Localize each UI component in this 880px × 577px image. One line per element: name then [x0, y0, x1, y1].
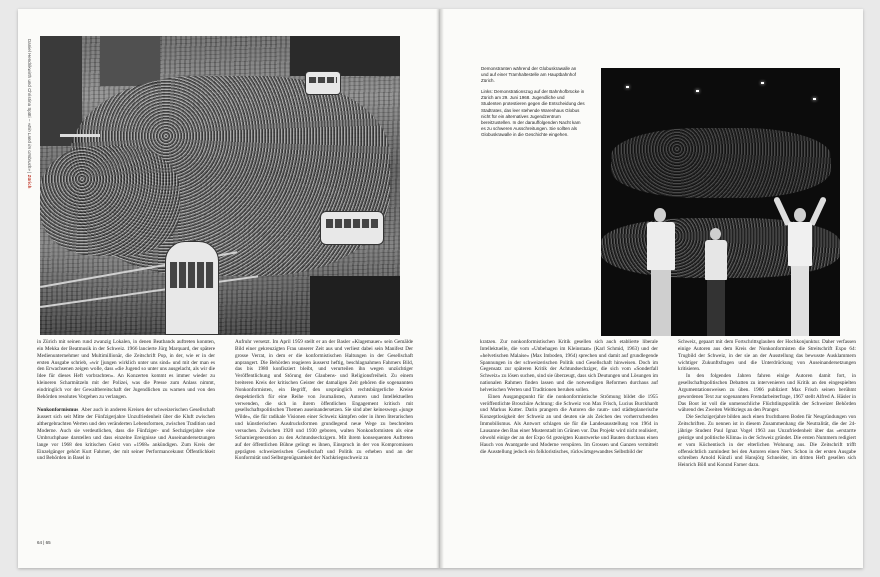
- right-page: [440, 9, 863, 568]
- paragraph: Die Sechzigerjahre bilden auch einen fruchtbaren Boden für Neugründungen von Zeitschriften. Zu nennen ist in diesem Zusammenhang die Neutralität, die der 24-jährige Student Paul Ignaz Vogel 1963 aus Unzufriedenheit über das «erstarrte geistige und politische Klima» in der Schweiz gründet. Die ersten Nummern redigiert er vom Küchentisch in der elterlichen Wohnung aus. Die Zeitschrift trifft offensichtlich zumindest bei den Autoren einen Nerv. Schon in der ersten Ausgabe schreiben Arnold Künzli und Hansjörg Schneider, im dritten Heft gesellen sich Heinrich Böll und Konrad Farner dazu.: [678, 414, 856, 469]
- body-column-1: [37, 339, 215, 462]
- photo-demonstration-bahnhofbruecke: [40, 36, 400, 335]
- paragraph: In den folgenden Jahren fahren einige Autoren damit fort, in gesellschaftspolitischen Debatten zu intervenieren und Kritik an den eingespielten Argumentationsweisen zu üben. 1966 publiziert Max Frisch seinen berühmt gewordenen Text zur sogenannten Fremdarbeiterfrage, 1967 stellt Alfred A. Häsler in Das Boot ist voll die unmenschliche Flüchtlingspolitik der Schweizer Behörden während des Zweiten Weltkriegs an den Pranger.: [678, 373, 856, 414]
- caption-left-photo: Links: Demonstrationszug auf der Bahnhofbrücke in Zürich am 29. Juni 1968. Jugendliche und Studenten protestieren gegen die Entscheidung des Stadtrates, das leer stehende Warenhaus Globus nicht für ein alternatives Jugendzentrum bereitzustellen. In der darauffolgenden Nacht kam es zu schweren Ausschreitungen. Sie sollten als Globuskrawalle in die Geschichte eingehen.: [481, 89, 585, 137]
- body-column-3: [480, 339, 658, 455]
- paragraph: Schweiz, gepaart mit dem Fortschrittsglauben der Hochkonjunktur. Daher verfassen einige Autoren aus dem Kreis der Nonkonformisten die Streitschrift Expo 64: Trugbild der Schweiz, in der sie an der Ausstellung das bewusste Ausklammern wichtiger Zukunftsfragen und die Unterdrückung von Auseinandersetzungen kritisieren.: [678, 339, 856, 373]
- subheading-nonkonformismus: Nonkonformismus: [37, 407, 79, 414]
- paragraph: Aufruhr versetzt. Im April 1959 stellt er an der Basler «Klagemauer» sein Gemälde Bild einer gekreuzigten Frau unserer Zeit aus und verliest dabei sein Manifest Der grosse Verrat, in dem er die konformistischen Haltungen in der Gesellschaft anprangert. Die Behörden reagieren äusserst heftig, beschlagnahmen Fahrners Bild, das bis 1980 konfisziert bleibt, und verurteilen ihn wegen unzüchtiger Veröffentlichung und Störung der Glaubens- und Religionsfreiheit. Zu einem breiteren Kreis der kritischen Geister der damaligen Zeit gehören die sogenannten Nonkonformisten, ein Begriff, den ursprünglich rechtsbürgerliche Kreise despektierlich für eine Reihe von Journalisten, Autoren und Intellektuellen verwenden, die sich in ihrem öffentlichen Engagement kritisch mit gesellschaftspolitischen Themen auseinandersetzen. Sie sind aber keineswegs «junge Wilde», die für radikale Visionen einer Schweiz kämpfen oder in ihren literarischen und künstlerischen Ausdrucksformen grundlegend neue Wege zu beschreiten versuchen. Zwischen 1920 und 1930 geboren, walten Nonkonformisten als eine Scharniergeneration zu den Achtundsechzigern. Mit ihrem konsequenten Auftreten auf der öffentlichen Bühne gelingt es ihnen, Einspruch in der von Kompromissen geprägten schweizerischen Gesellschaft und Politik zu erheben und an der Konformität und Selbstgenügsamkeit der Nachkriegsschweiz zu: [235, 339, 413, 462]
- caption-right-photo: Demonstranten während der Globuskrawalle an und auf einer Tramhaltestelle am Hauptbahnhof Zürich.: [481, 66, 577, 84]
- running-head-title: «Ein Land im Umbruch»: [27, 122, 32, 171]
- left-page: [18, 9, 440, 568]
- photo-globuskrawall-demonstranten: [601, 68, 840, 336]
- paragraph: Nonkonformismus Aber auch in anderen Kreisen der schweizerischen Gesellschaft äussert sich seit Mitte der Fünfzigerjahre Unzufriedenheit über die Kluft zwischen althergebrachten Werten und den veränderten Lebensformen, zwischen Tradition und Moderne. Auch sie verdeutlichen, dass die Fünfziger- und Sechzigerjahre eine Umbruchphase darstellen und dass einzelne Ereignisse und Auseinandersetzungen lange vor 1968 den kritischen Geist von «1968» ankündigen. Zum Kreis der Einzelgänger gehört Kurt Fahrner, der mit seiner Performancekunst Öffentlichkeit und Behörden in Basel in: [37, 407, 216, 462]
- body-column-2: [235, 339, 413, 462]
- paragraph: kratzen. Zur nonkonformistischen Kritik gesellen sich auch etablierte liberale Intellektuelle, die vom «Unbehagen im Kleinstaat» (Karl Schmid, 1963) und der «helvetischen Malaise» (Max Imboden, 1964) sprechen und damit auf grundlegende Spannungen in der schweizerischen Politik und Gesellschaft hinweisen. Doch im Gegensatz zur späteren Kritik der Achtundsechziger, die sich vom «Sonderfall Schweiz» zu lösen suchen, sind sie überzeugt, dass sich Deutungen und Lösungen im nationalen Rahmen finden lassen und die notwendigen Reformen durchaus auf helvetischen Werten und Traditionen beruhen sollen.: [480, 339, 658, 393]
- running-head-authors: Daniel Hendrikwirth und Christina Späti: [27, 39, 32, 118]
- running-head: Daniel Hendrikwirth und Christina Späti – «Ein Land im Umbruch» | Zürich: [27, 39, 32, 189]
- body-column-4: [678, 339, 856, 469]
- page-numbers: 64 | 65: [37, 540, 51, 545]
- paragraph: in Zürich mit seinen rund zwanzig Lokalen, in denen Beatbands auftreten konnten, ein Mekka der Beatmusik in der Schweiz. 1966 lancierte Jürg Marquard, der spätere Medienunternehmer und Multimillionär, die Zeitschrift Pop, in der, wie er in der ersten Ausgabe schrieb, «wir [jungen wirklich unter uns sind» und mit der man es den Erwachsenen zeigen wolle, dass «die Jugend so unter uns ausgelacht, als wir die Idee für dieses Heft vorbrachten». An Konzerten kommt es immer wieder zu kleineren Scharmützeln mit der Polizei, was die Presse zum Anlass nimmt, eindringlich vor der Gewaltbereitschaft der Jugendlichen zu warnen und von den Behörden resolutes Vorgehen zu verlangen.: [37, 339, 215, 400]
- running-head-section: Zürich: [27, 174, 32, 189]
- book-gutter: [436, 9, 444, 568]
- photo-caption: [481, 66, 585, 143]
- paragraph: Einen Ausgangspunkt für die nonkonformistische Strömung bildet die 1955 veröffentlichte Broschüre Achtung: die Schweiz von Max Frisch, Lucius Burckhardt und Markus Kutter. Darin prangern die Autoren die raum- und städteplanerische Konzeptlosigkeit der Schweiz an und deuten sie als Zeichen des vorherrschenden Immobilismus. Als Antwort schlagen sie für die Landesausstellung von 1964 in Lausanne den Bau einer Musterstadt im Grünen vor. Das Projekt wird nicht realisiert, obwohl einige der an der Expo 64 gezeigten Kunstwerke und Bauten durchaus einen Hauch von Avantgarde und Moderne verspüren. Im Grossen und Ganzen vermittelt die Ausstellung jedoch ein folkloristisches, rückwärtsgewandtes Selbstbild der: [480, 393, 658, 455]
